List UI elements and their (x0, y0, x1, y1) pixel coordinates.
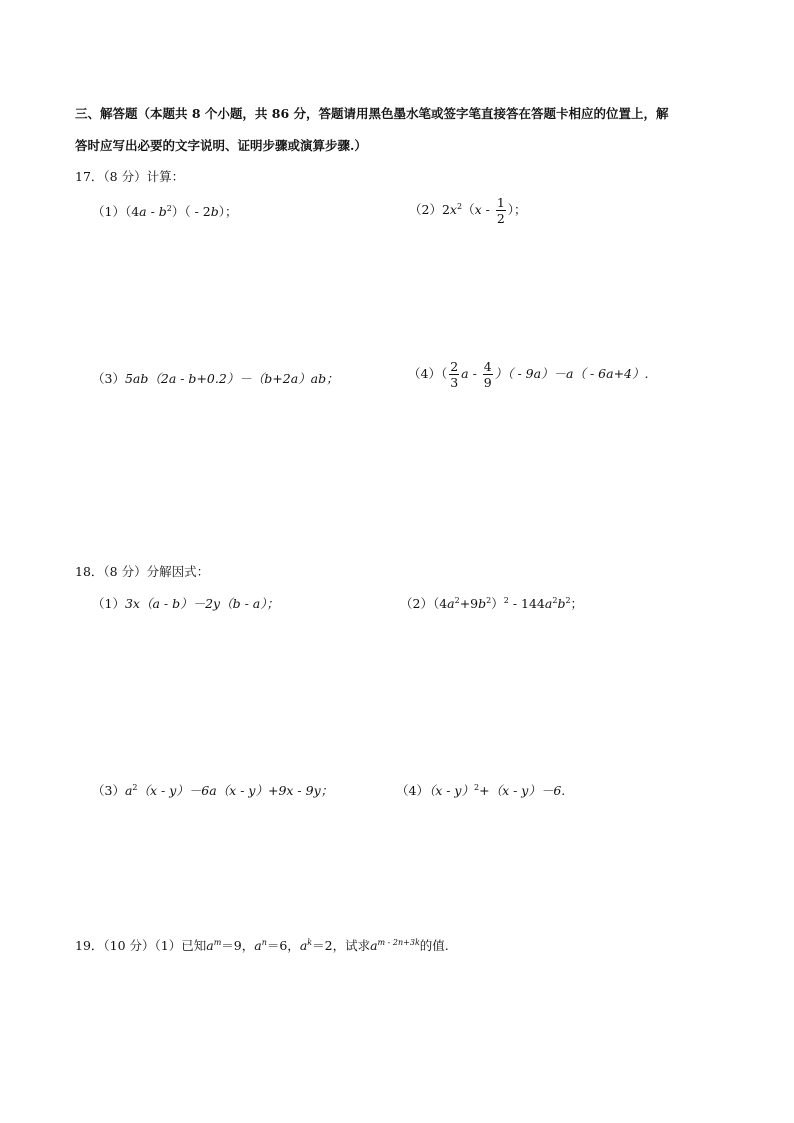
fraction-one-half: $\frac{1}{2}$ (496, 195, 505, 227)
q17-part1: $(1)(4a - b^2)( - 2b)$； (92, 204, 238, 219)
q18-part1: （1）3x（a - b）－2y（b - a）； (92, 596, 279, 611)
q19-text: 19．（10 分）（1）已知$a^m=9$，$a^n=6$，$a^k=2$，试求$a^{m - 2n+3k}$的值. (75, 938, 449, 953)
q17-part3: （3）5ab（2a - b+0.2）－（b+2a）ab； (92, 371, 339, 386)
q18-header: 18．（8 分）分解因式： (75, 564, 210, 579)
fraction-two-thirds: $\frac{2}{3}$ (450, 359, 459, 391)
q17-header: 17．（8 分）计算： (75, 169, 185, 184)
fraction-four-ninths: $\frac{4}{9}$ (483, 359, 492, 391)
q18-part2: $(2)(4a^2+9b^2)^2 - 144a^2b^2$； (400, 596, 584, 611)
section-title-line2: 答时应写出必要的文字说明、证明步骤或演算步骤.） (75, 138, 367, 153)
q18-part3: $(3)a^2(x - y)-6a(x - y)+9x - 9y$； (92, 783, 334, 798)
q17-part4: （4）（ $\frac{2}{3}$ a - $\frac{4}{9}$ ）（ - 9a）－a（ - 6a+4）. (408, 359, 649, 391)
q17-part2: $(2)2x^2(x$ - $\frac{1}{2}$ ）； (409, 195, 527, 227)
q18-part4: （4）（x - y）$^2$+（x - y）－6. (396, 783, 566, 798)
section-title-line1: 三、解答题（本题共 8 个小题，共 86 分，答题请用黑色墨水笔或签字笔直接答在答题卡相应的位置上，解 (75, 106, 669, 121)
